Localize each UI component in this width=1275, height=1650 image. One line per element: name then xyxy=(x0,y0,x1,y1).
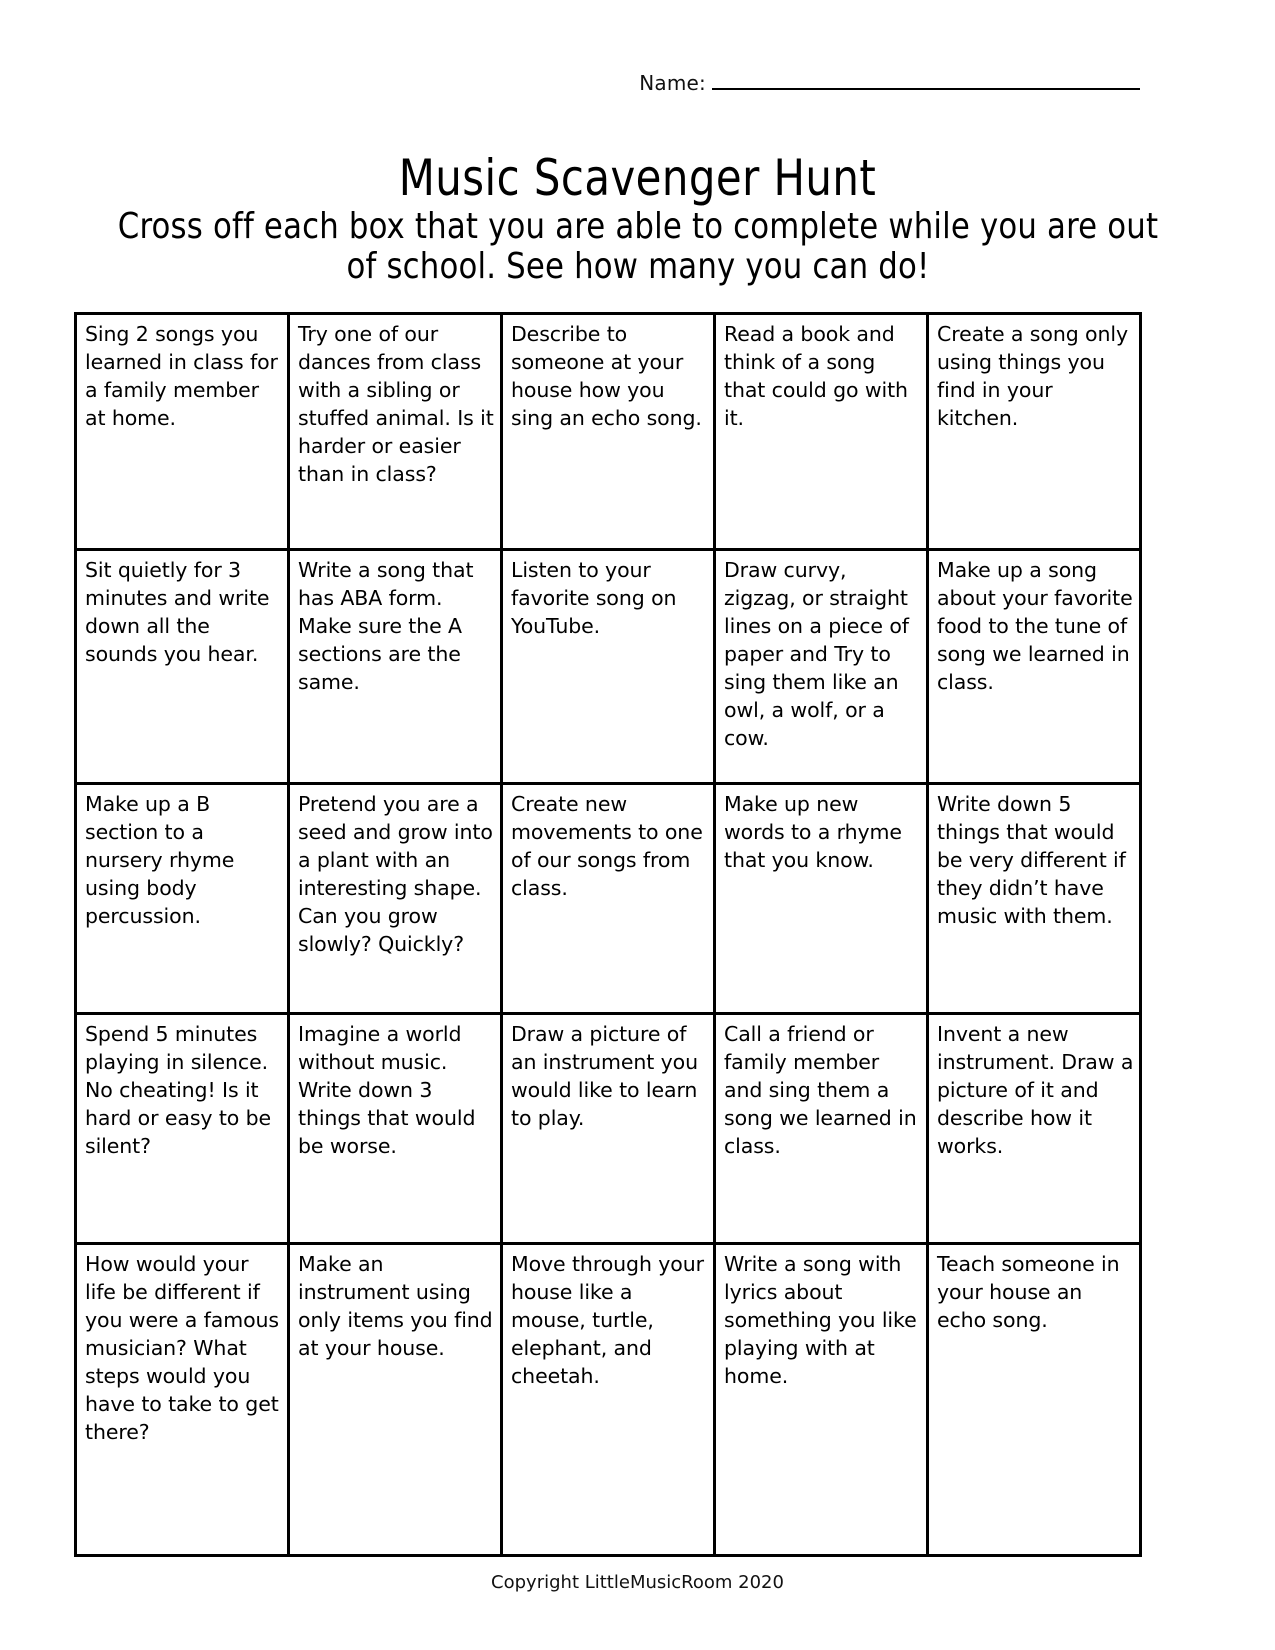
hunt-cell-text: Create new movements to one of our songs from class. xyxy=(511,792,710,901)
table-row xyxy=(76,1014,1141,1244)
table-row xyxy=(76,314,1141,550)
hunt-cell-r1c3[interactable] xyxy=(502,314,715,550)
copyright-footer: Copyright LittleMusicRoom 2020 xyxy=(491,1572,784,1593)
hunt-cell-r5c2[interactable] xyxy=(289,1244,502,1556)
hunt-cell-r2c3[interactable] xyxy=(502,550,715,784)
hunt-cell-text: Move through your house like a mouse, turtle, elephant, and cheetah. xyxy=(511,1252,711,1389)
hunt-cell-text: Make up new words to a rhyme that you know. xyxy=(724,792,909,873)
page-title: Music Scavenger Hunt xyxy=(398,149,877,207)
hunt-cell-r4c5[interactable] xyxy=(928,1014,1141,1244)
hunt-cell-r3c2[interactable] xyxy=(289,784,502,1014)
hunt-cell-r1c1[interactable] xyxy=(76,314,289,550)
hunt-cell-r3c1[interactable] xyxy=(76,784,289,1014)
hunt-cell-r3c3[interactable] xyxy=(502,784,715,1014)
hunt-cell-text: Describe to someone at your house how you sing an echo song. xyxy=(511,322,702,431)
hunt-cell-text: Write a song that has ABA form. Make sure the A sections are the same. xyxy=(298,558,480,695)
hunt-cell-text: Invent a new instrument. Draw a picture of it and describe how it works. xyxy=(937,1022,1140,1159)
hunt-cell-text: Sit quietly for 3 minutes and write down all the sounds you hear. xyxy=(85,558,276,667)
hunt-cell-r3c5[interactable] xyxy=(928,784,1141,1014)
page-subtitle: Cross off each box that you are able to complete while you are out of school. See how many you can do! xyxy=(117,205,1158,288)
hunt-cell-text: Draw curvy, zigzag, or straight lines on a piece of paper and Try to sing them like an owl, a wolf, or a cow. xyxy=(724,558,921,751)
table-row xyxy=(76,784,1141,1014)
table-row xyxy=(76,1244,1141,1556)
scavenger-hunt-grid xyxy=(74,312,1142,1557)
hunt-cell-r5c3[interactable] xyxy=(502,1244,715,1556)
hunt-cell-r3c4[interactable] xyxy=(715,784,928,1014)
hunt-cell-r1c2[interactable] xyxy=(289,314,502,550)
hunt-cell-text: Draw a picture of an instrument you would like to learn to play. xyxy=(511,1022,705,1131)
hunt-cell-text: Make up a B section to a nursery rhyme using body percussion. xyxy=(85,792,241,929)
hunt-cell-text: Make up a song about your favorite food to the tune of song we learned in class. xyxy=(937,558,1140,695)
hunt-cell-r4c1[interactable] xyxy=(76,1014,289,1244)
grid-body xyxy=(76,314,1141,1556)
table-row xyxy=(76,550,1141,784)
hunt-cell-r1c4[interactable] xyxy=(715,314,928,550)
hunt-cell-r5c4[interactable] xyxy=(715,1244,928,1556)
hunt-cell-text: Listen to your favorite song on YouTube. xyxy=(511,558,683,639)
hunt-cell-text: Call a friend or family member and sing them a song we learned in class. xyxy=(724,1022,924,1159)
name-input-line[interactable] xyxy=(712,70,1140,90)
hunt-cell-text: Create a song only using things you find in your kitchen. xyxy=(937,322,1135,431)
hunt-cell-r4c2[interactable] xyxy=(289,1014,502,1244)
hunt-cell-text: Write down 5 things that would be very different if they didn’t have music with them. xyxy=(937,792,1133,929)
hunt-cell-text: Spend 5 minutes playing in silence. No cheating! Is it hard or easy to be silent? xyxy=(85,1022,278,1159)
name-field-row xyxy=(0,70,1275,95)
hunt-cell-r4c3[interactable] xyxy=(502,1014,715,1244)
hunt-cell-r5c1[interactable] xyxy=(76,1244,289,1556)
hunt-cell-r4c4[interactable] xyxy=(715,1014,928,1244)
hunt-cell-text: How would your life be different if you were a famous musician? What steps would you have to take to get there? xyxy=(85,1252,286,1445)
hunt-cell-r2c5[interactable] xyxy=(928,550,1141,784)
hunt-cell-text: Pretend you are a seed and grow into a plant with an interesting shape. Can you grow slowly? Quickly? xyxy=(298,792,500,957)
hunt-cell-text: Imagine a world without music. Write down 3 things that would be worse. xyxy=(298,1022,482,1159)
hunt-cell-text: Teach someone in your house an echo song. xyxy=(937,1252,1126,1333)
hunt-cell-r2c2[interactable] xyxy=(289,550,502,784)
hunt-cell-text: Sing 2 songs you learned in class for a family member at home. xyxy=(85,322,285,431)
hunt-cell-text: Try one of our dances from class with a sibling or stuffed animal. Is it harder or easier than in class? xyxy=(298,322,501,487)
hunt-cell-text: Write a song with lyrics about something you like playing with at home. xyxy=(724,1252,924,1389)
hunt-cell-text: Make an instrument using only items you find at your house. xyxy=(298,1252,500,1361)
hunt-cell-r5c5[interactable] xyxy=(928,1244,1141,1556)
name-label: Name: xyxy=(639,71,706,95)
hunt-cell-r2c4[interactable] xyxy=(715,550,928,784)
hunt-cell-r2c1[interactable] xyxy=(76,550,289,784)
hunt-cell-text: Read a book and think of a song that could go with it. xyxy=(724,322,915,431)
hunt-cell-r1c5[interactable] xyxy=(928,314,1141,550)
title-block xyxy=(0,149,1275,288)
